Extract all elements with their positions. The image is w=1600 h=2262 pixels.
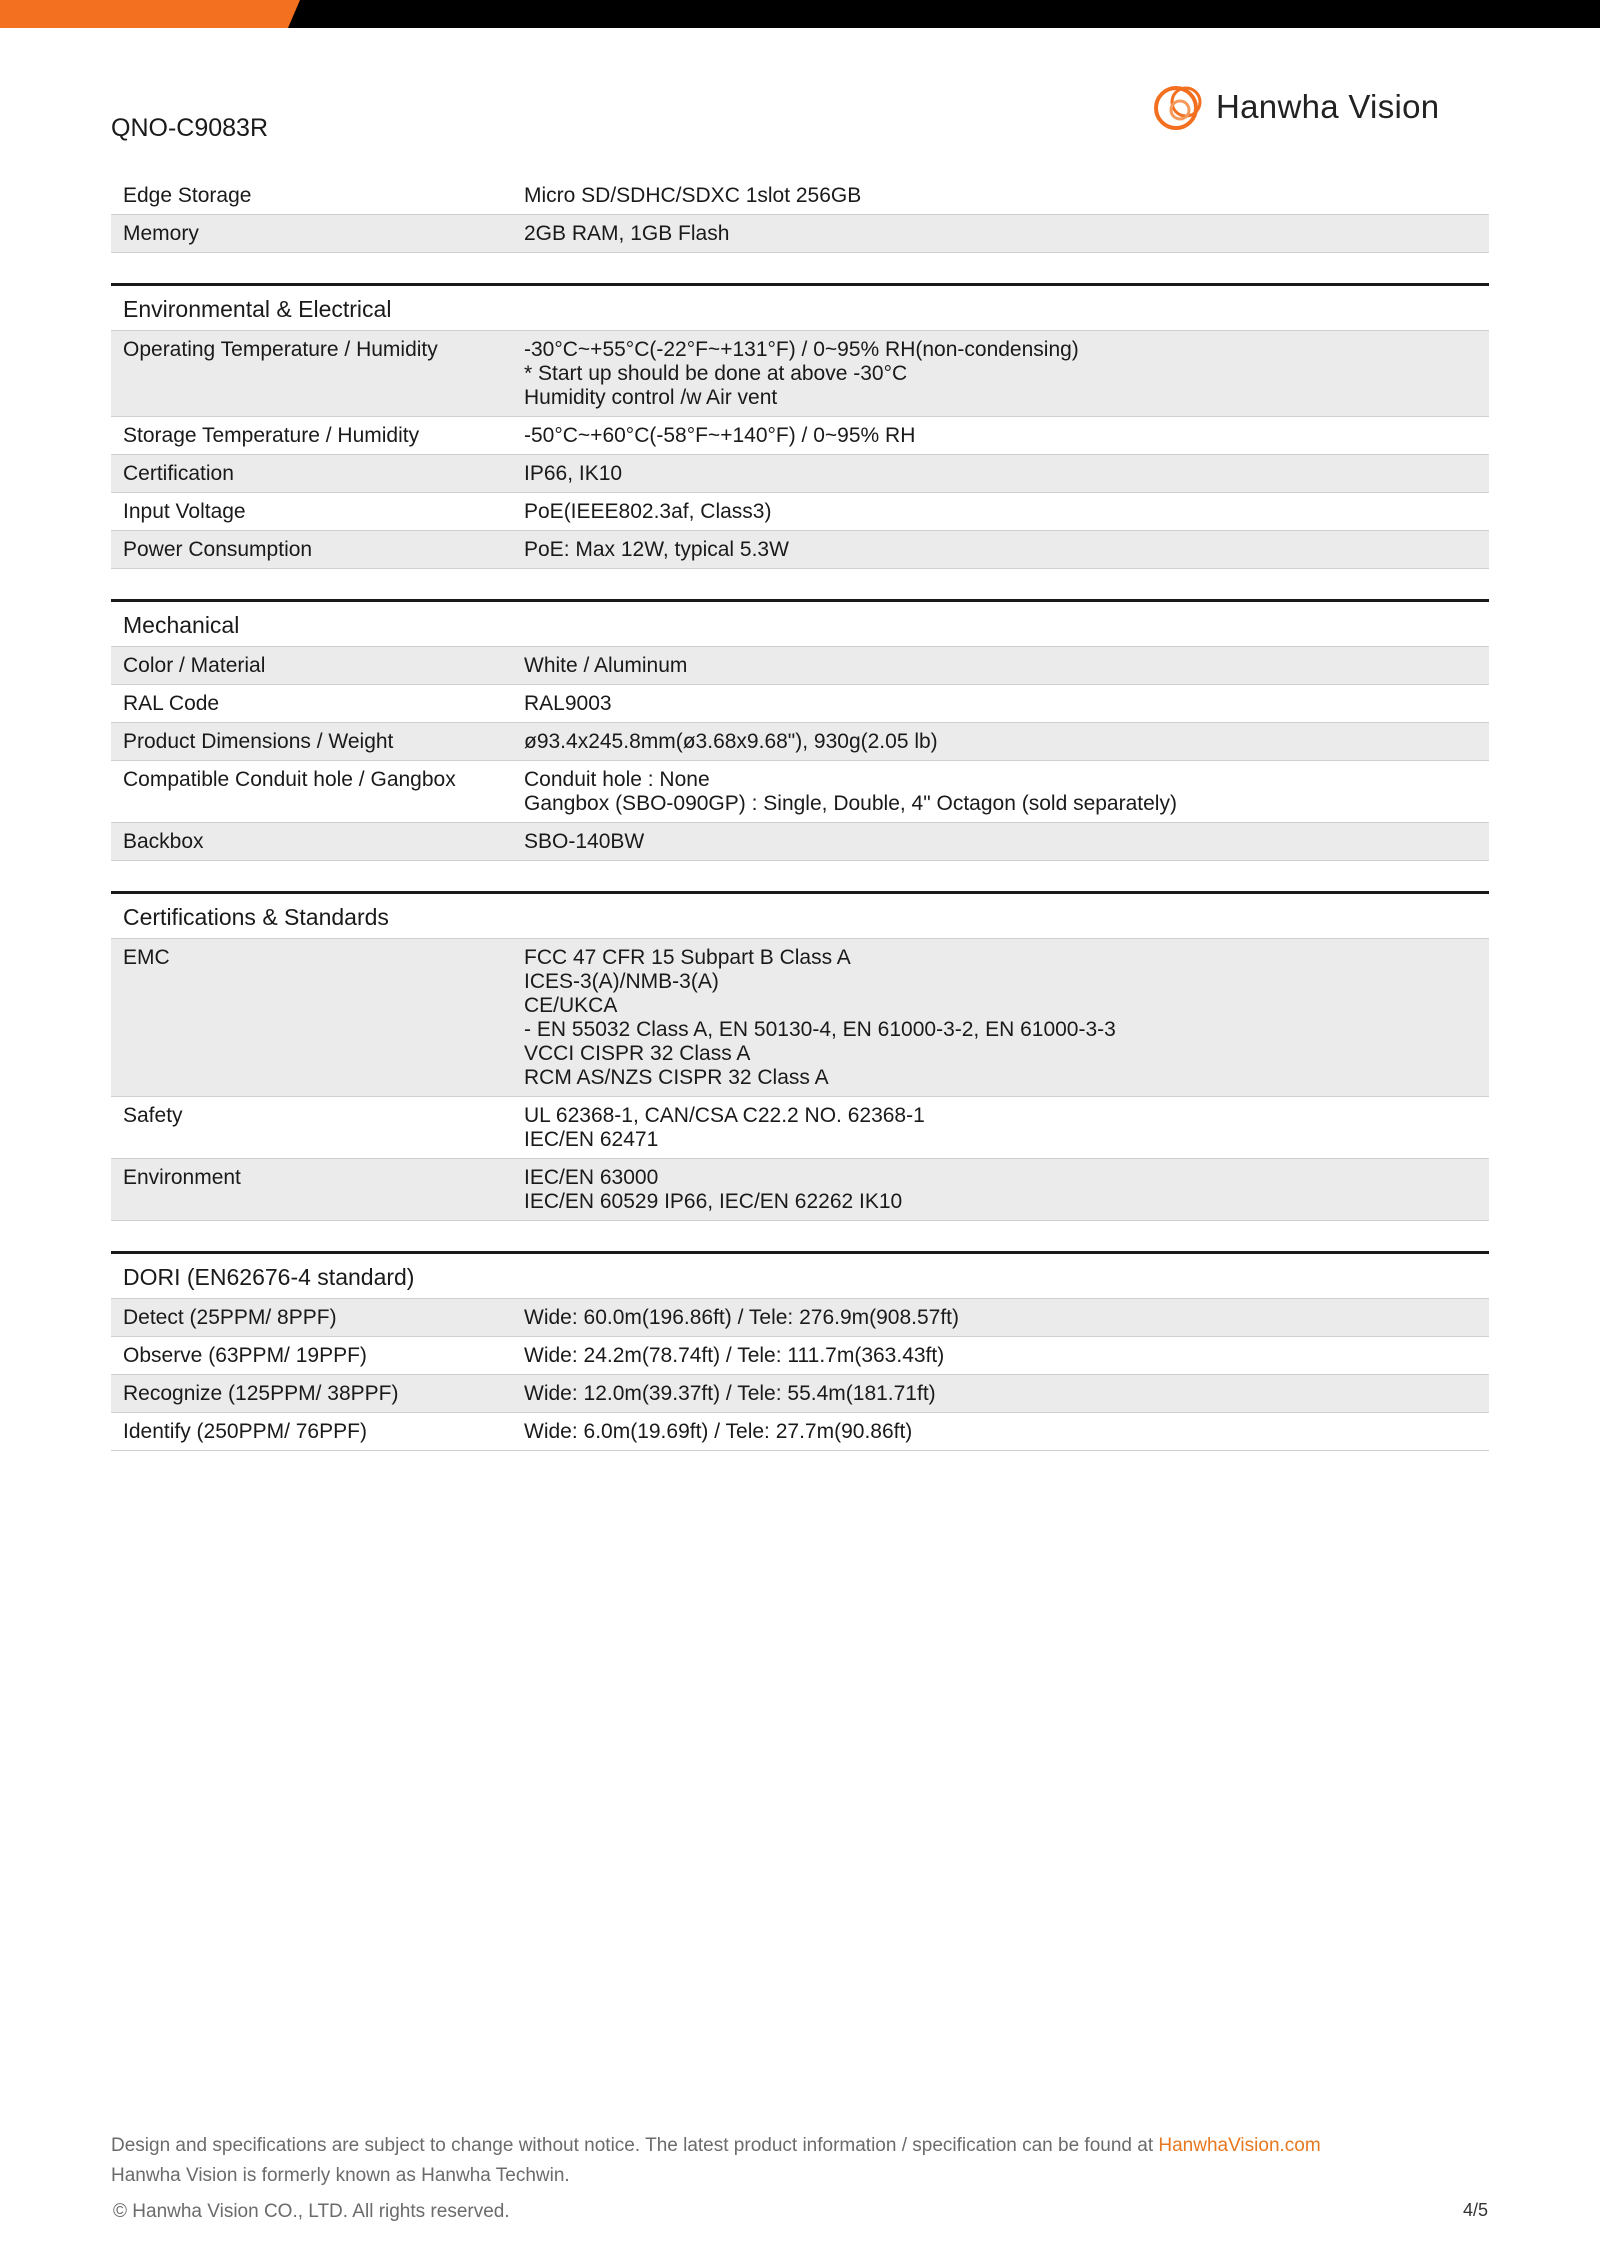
spec-label: Edge Storage xyxy=(123,184,252,207)
spec-label: Color / Material xyxy=(123,654,266,677)
copyright-rights: All rights reserved. xyxy=(352,2201,510,2222)
spec-value: PoE: Max 12W, typical 5.3W xyxy=(524,538,789,561)
page-number: 4/5 xyxy=(1462,2200,1488,2220)
spec-value: ø93.4x245.8mm(ø3.68x9.68"), 930g(2.05 lb) xyxy=(524,730,938,753)
copyright-company: © Hanwha Vision CO., LTD. xyxy=(113,2201,349,2222)
spec-label: RAL Code xyxy=(123,692,220,715)
copyright xyxy=(113,2201,510,2223)
spec-value: Wide: 6.0m(19.69ft) / Tele: 27.7m(90.86ft) xyxy=(524,1420,913,1443)
spec-value: IP66, IK10 xyxy=(524,462,623,485)
spec-label: Backbox xyxy=(123,830,204,853)
spec-value: PoE(IEEE802.3af, Class3) xyxy=(524,500,772,523)
spec-row xyxy=(111,723,1489,761)
spec-row xyxy=(111,823,1489,861)
spec-label: Identify (250PPM/ 76PPF) xyxy=(123,1420,367,1443)
spec-label: Certification xyxy=(123,462,234,485)
spec-row xyxy=(111,1375,1489,1413)
spec-label: EMC xyxy=(123,946,170,969)
spec-row xyxy=(111,493,1489,531)
section-title: Environmental & Electrical xyxy=(111,283,1489,331)
spec-value: Conduit hole : None Gangbox (SBO-090GP) : Single, Double, 4" Octagon (sold separately) xyxy=(524,768,1177,815)
spec-row xyxy=(111,177,1489,215)
spec-row xyxy=(111,761,1489,823)
spec-value: IEC/EN 63000 IEC/EN 60529 IP66, IEC/EN 62262 IK10 xyxy=(524,1166,903,1213)
footer-link[interactable]: HanwhaVision.com xyxy=(1158,2135,1321,2156)
spec-value: Micro SD/SDHC/SDXC 1slot 256GB xyxy=(524,184,862,207)
spec-label: Detect (25PPM/ 8PPF) xyxy=(123,1306,337,1329)
spec-value: UL 62368-1, CAN/CSA C22.2 NO. 62368-1 IEC/EN 62471 xyxy=(524,1104,925,1151)
spec-row xyxy=(111,417,1489,455)
spec-value: -50°C~+60°C(-58°F~+140°F) / 0~95% RH xyxy=(524,424,916,447)
spec-value: FCC 47 CFR 15 Subpart B Class A ICES-3(A)/NMB-3(A) CE/UKCA - EN 55032 Class A, EN 50130-4, EN 61000-3-2, EN 61000-3-3 VCCI CISPR 32 Class A RCM AS/NZS CISPR 32 Class A xyxy=(524,946,1116,1089)
spec-label: Observe (63PPM/ 19PPF) xyxy=(123,1344,367,1367)
spec-value: SBO-140BW xyxy=(524,830,645,853)
spec-value: White / Aluminum xyxy=(524,654,688,677)
model-name: QNO-C9083R xyxy=(111,114,268,142)
section-title: Mechanical xyxy=(111,599,1489,647)
spec-value: Wide: 12.0m(39.37ft) / Tele: 55.4m(181.71ft) xyxy=(524,1382,936,1405)
spec-row xyxy=(111,455,1489,493)
footer xyxy=(111,2131,1489,2191)
brand-name: Hanwha Vision xyxy=(1216,88,1440,125)
section-title: DORI (EN62676-4 standard) xyxy=(111,1251,1489,1299)
spec-row xyxy=(111,1097,1489,1159)
spec-label: Recognize (125PPM/ 38PPF) xyxy=(123,1382,399,1405)
spec-label: Power Consumption xyxy=(123,538,313,561)
hanwha-logo-icon xyxy=(1146,74,1212,140)
spec-row xyxy=(111,685,1489,723)
spec-value: -30°C~+55°C(-22°F~+131°F) / 0~95% RH(non-condensing) * Start up should be done at above -30°C Humidity control /w Air vent xyxy=(524,338,1079,409)
spec-label: Input Voltage xyxy=(123,500,246,523)
spec-row xyxy=(111,1337,1489,1375)
spec-label: Operating Temperature / Humidity xyxy=(123,338,438,361)
spec-row xyxy=(111,647,1489,685)
spec-value: Wide: 60.0m(196.86ft) / Tele: 276.9m(908.57ft) xyxy=(524,1306,960,1329)
spec-row xyxy=(111,939,1489,1097)
brand-logo xyxy=(1146,74,1439,140)
spec-row xyxy=(111,331,1489,417)
spec-label: Environment xyxy=(123,1166,241,1189)
section-title: Certifications & Standards xyxy=(111,891,1489,939)
spec-label: Safety xyxy=(123,1104,183,1127)
spec-row xyxy=(111,1159,1489,1221)
spec-row xyxy=(111,215,1489,253)
footer-notice-line xyxy=(111,2131,1489,2161)
spec-content xyxy=(111,177,1489,1451)
spec-label: Product Dimensions / Weight xyxy=(123,730,394,753)
spec-value: RAL9003 xyxy=(524,692,612,715)
spec-label: Compatible Conduit hole / Gangbox xyxy=(123,768,456,791)
footer-former-name: Hanwha Vision is formerly known as Hanwha Techwin. xyxy=(111,2165,570,2186)
footer-notice: Design and specifications are subject to change without notice. The latest product information / specification can be found at xyxy=(111,2135,1159,2156)
spec-row xyxy=(111,1299,1489,1337)
spec-value: Wide: 24.2m(78.74ft) / Tele: 111.7m(363.43ft) xyxy=(524,1344,945,1367)
top-bar xyxy=(0,0,1600,28)
top-bar-accent xyxy=(0,0,300,28)
spec-value: 2GB RAM, 1GB Flash xyxy=(524,222,730,245)
spec-label: Memory xyxy=(123,222,199,245)
spec-label: Storage Temperature / Humidity xyxy=(123,424,420,447)
spec-row xyxy=(111,1413,1489,1451)
spec-row xyxy=(111,531,1489,569)
